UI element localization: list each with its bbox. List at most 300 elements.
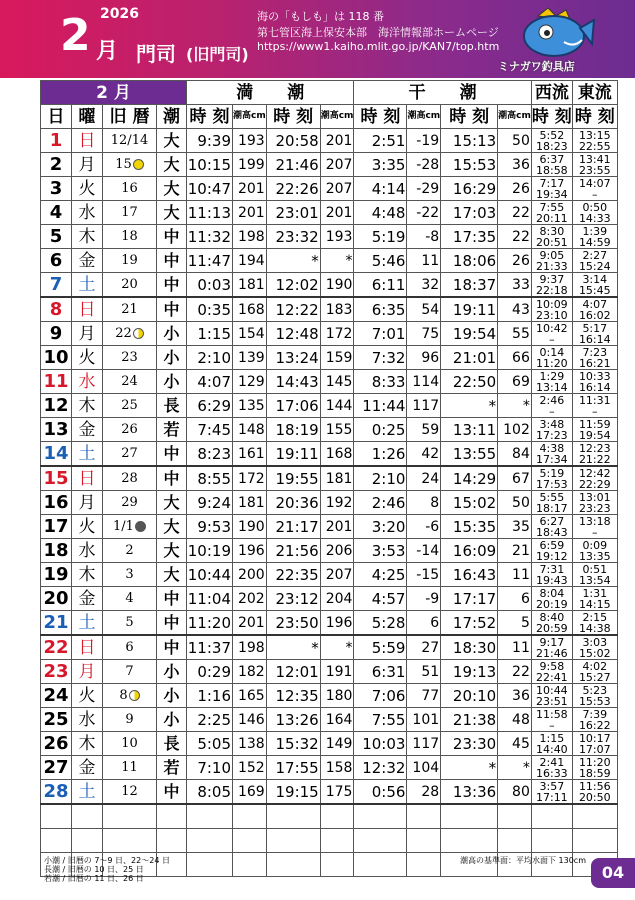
lunar-cell bbox=[103, 249, 157, 273]
lunar-date: 12/14 bbox=[110, 132, 149, 148]
day-cell: 10 bbox=[41, 346, 72, 370]
low-tide-1-time: 6:11 bbox=[354, 273, 407, 298]
low-tide-2-time: 16:09 bbox=[441, 539, 498, 563]
east-current-time-2: 19:54 bbox=[578, 428, 611, 442]
lunar-cell bbox=[103, 201, 157, 225]
tide-type-cell: 中 bbox=[157, 611, 187, 636]
west-current-cell bbox=[531, 177, 572, 201]
high-tide-1-time: 8:23 bbox=[187, 442, 233, 467]
lunar-cell bbox=[103, 708, 157, 732]
east-current-time-1: 14:07 bbox=[578, 176, 611, 190]
lunar-cell bbox=[103, 394, 157, 418]
weekday-cell: 金 bbox=[72, 249, 103, 273]
lunar-cell bbox=[103, 780, 157, 805]
west-current-time-2: 22:41 bbox=[535, 670, 568, 684]
west-current-time-1: 2:41 bbox=[539, 755, 565, 769]
high-tide-2-time: * bbox=[266, 249, 320, 273]
high-tide-1-height: 182 bbox=[233, 660, 267, 684]
west-current-cell bbox=[531, 394, 572, 418]
east-current-cell bbox=[572, 708, 617, 732]
day-cell: 14 bbox=[41, 442, 72, 467]
high-tide-1-height: 161 bbox=[233, 442, 267, 467]
east-current-cell bbox=[572, 684, 617, 708]
east-current-time-2: 15:24 bbox=[578, 259, 611, 273]
tide-type-cell: 中 bbox=[157, 297, 187, 322]
high-tide-2-height: 181 bbox=[320, 466, 354, 491]
east-current-cell bbox=[572, 539, 617, 563]
east-current-time-1: 12:23 bbox=[578, 441, 611, 455]
west-current-time-1: 8:40 bbox=[539, 610, 565, 624]
high-tide-1-height: 198 bbox=[233, 225, 267, 249]
lunar-date: 7 bbox=[125, 663, 134, 679]
high-tide-2-time: 18:19 bbox=[266, 418, 320, 442]
lunar-cell bbox=[103, 442, 157, 467]
east-current-time-1: 0:50 bbox=[582, 200, 608, 214]
high-tide-1-height: 201 bbox=[233, 177, 267, 201]
tide-type-cell: 大 bbox=[157, 201, 187, 225]
high-tide-2-time: 23:12 bbox=[266, 587, 320, 611]
high-tide-2-height: 159 bbox=[320, 346, 354, 370]
high-tide-2-time: 21:17 bbox=[266, 515, 320, 539]
high-tide-2-height: 172 bbox=[320, 322, 354, 346]
table-row bbox=[41, 491, 618, 515]
high-tide-2-time: 12:01 bbox=[266, 660, 320, 684]
low-tide-2-time: 21:01 bbox=[441, 346, 498, 370]
lunar-date: 2 bbox=[125, 542, 134, 558]
east-current-time-2: 23:23 bbox=[578, 501, 611, 515]
low-tide-2-height: 84 bbox=[498, 442, 532, 467]
table-row bbox=[41, 539, 618, 563]
high-tide-1-time: 11:37 bbox=[187, 635, 233, 660]
low-tide-1-time: 11:44 bbox=[354, 394, 407, 418]
east-current-cell bbox=[572, 635, 617, 660]
day-cell: 15 bbox=[41, 466, 72, 491]
col-time: 時 刻 bbox=[572, 105, 617, 129]
low-tide-2-time: 23:30 bbox=[441, 732, 498, 756]
west-current-time-2: 18:17 bbox=[535, 501, 568, 515]
month-label: 2 月 bbox=[41, 81, 187, 105]
high-tide-2-time: 21:56 bbox=[266, 539, 320, 563]
low-tide-2-height: 36 bbox=[498, 153, 532, 177]
tide-type-cell: 大 bbox=[157, 539, 187, 563]
low-tide-1-height: -14 bbox=[407, 539, 441, 563]
weekday-cell: 日 bbox=[72, 297, 103, 322]
high-tide-1-time: 10:47 bbox=[187, 177, 233, 201]
high-tide-2-height: 190 bbox=[320, 273, 354, 298]
tide-type-cell: 中 bbox=[157, 442, 187, 467]
table-row bbox=[41, 201, 618, 225]
west-current-time-1: 11:58 bbox=[535, 707, 568, 721]
lunar-date: 23 bbox=[121, 349, 138, 365]
empty-cell bbox=[157, 804, 187, 829]
lunar-date: 1/1 bbox=[113, 518, 134, 534]
low-tide-1-height: -22 bbox=[407, 201, 441, 225]
low-tide-1-height: -9 bbox=[407, 587, 441, 611]
empty-cell bbox=[233, 829, 267, 853]
high-tide-1-time: 6:29 bbox=[187, 394, 233, 418]
col-day: 日 bbox=[41, 105, 72, 129]
empty-cell bbox=[354, 829, 407, 853]
high-tide-2-height: 196 bbox=[320, 611, 354, 636]
high-tide-2-height: 164 bbox=[320, 708, 354, 732]
west-current-time-2: 21:33 bbox=[535, 259, 568, 273]
lunar-date: 28 bbox=[121, 470, 138, 486]
west-current-cell bbox=[531, 418, 572, 442]
east-current-time-1: 13:15 bbox=[578, 128, 611, 142]
col-height: 潮高cm bbox=[498, 105, 532, 129]
header-row-2 bbox=[41, 105, 618, 129]
high-tide-2-height: 207 bbox=[320, 563, 354, 587]
low-tide-2-time: 13:36 bbox=[441, 780, 498, 805]
west-current-cell bbox=[531, 563, 572, 587]
west-current-time-2: 18:43 bbox=[535, 525, 568, 539]
day-cell: 5 bbox=[41, 225, 72, 249]
table-row bbox=[41, 153, 618, 177]
lunar-date: 20 bbox=[121, 276, 138, 292]
west-current-cell bbox=[531, 708, 572, 732]
tide-table bbox=[40, 80, 618, 877]
west-current-time-2: – bbox=[549, 332, 555, 346]
west-current-time-1: 0:14 bbox=[539, 345, 565, 359]
low-tide-2-time: 17:03 bbox=[441, 201, 498, 225]
day-cell: 20 bbox=[41, 587, 72, 611]
west-current-cell bbox=[531, 515, 572, 539]
low-tide-2-height: 67 bbox=[498, 466, 532, 491]
weekday-cell: 火 bbox=[72, 177, 103, 201]
west-current-time-2: 16:33 bbox=[535, 766, 568, 780]
high-tide-1-time: 11:04 bbox=[187, 587, 233, 611]
east-current-time-1: 7:23 bbox=[582, 345, 608, 359]
east-current-time-2: 16:21 bbox=[578, 356, 611, 370]
low-tide-1-height: 101 bbox=[407, 708, 441, 732]
west-current-cell bbox=[531, 635, 572, 660]
low-tide-1-height: 28 bbox=[407, 780, 441, 805]
lunar-date: 16 bbox=[121, 180, 138, 196]
high-tide-1-height: 199 bbox=[233, 153, 267, 177]
east-current-time-1: 5:17 bbox=[582, 321, 608, 335]
east-current-time-1: 12:42 bbox=[578, 466, 611, 480]
low-tide-1-time: 2:46 bbox=[354, 491, 407, 515]
low-tide-2-time: 17:52 bbox=[441, 611, 498, 636]
table-row bbox=[41, 466, 618, 491]
empty-cell bbox=[320, 829, 354, 853]
col-lunar: 旧 暦 bbox=[103, 105, 157, 129]
east-current-time-2: 16:14 bbox=[578, 380, 611, 394]
east-current-time-1: 13:18 bbox=[578, 514, 611, 528]
empty-cell bbox=[187, 853, 233, 877]
low-tide-2-height: 50 bbox=[498, 491, 532, 515]
low-tide-1-time: 3:53 bbox=[354, 539, 407, 563]
lunar-cell bbox=[103, 466, 157, 491]
col-tide: 潮 bbox=[157, 105, 187, 129]
tide-type-cell: 中 bbox=[157, 635, 187, 660]
empty-cell bbox=[320, 804, 354, 829]
tide-type-cell: 中 bbox=[157, 249, 187, 273]
lunar-date: 27 bbox=[121, 445, 138, 461]
east-current-cell bbox=[572, 153, 617, 177]
lunar-date: 4 bbox=[125, 590, 134, 606]
high-tide-2-height: * bbox=[320, 249, 354, 273]
empty-cell bbox=[233, 804, 267, 829]
high-tide-2-time: 22:26 bbox=[266, 177, 320, 201]
low-tide-2-time: 13:55 bbox=[441, 442, 498, 467]
lunar-date: 26 bbox=[121, 421, 138, 437]
high-tide-2-time: 17:55 bbox=[266, 756, 320, 780]
low-tide-1-time: 1:26 bbox=[354, 442, 407, 467]
east-current-time-2: – bbox=[592, 404, 598, 418]
east-current-cell bbox=[572, 394, 617, 418]
month-number: 2 bbox=[60, 10, 91, 61]
low-tide-1-height: 117 bbox=[407, 394, 441, 418]
high-tide-1-time: 10:15 bbox=[187, 153, 233, 177]
empty-cell bbox=[354, 853, 407, 877]
high-tide-1-time: 10:44 bbox=[187, 563, 233, 587]
lunar-cell bbox=[103, 322, 157, 346]
empty-cell bbox=[498, 804, 532, 829]
west-current-cell bbox=[531, 466, 572, 491]
west-current-time-2: 19:12 bbox=[535, 549, 568, 563]
west-current-time-1: 5:19 bbox=[539, 466, 565, 480]
weekday-cell: 日 bbox=[72, 129, 103, 153]
low-tide-2-height: 102 bbox=[498, 418, 532, 442]
day-cell: 25 bbox=[41, 708, 72, 732]
tide-type-cell: 小 bbox=[157, 322, 187, 346]
west-current-time-2: – bbox=[549, 404, 555, 418]
col-time: 時 刻 bbox=[187, 105, 233, 129]
high-tide-1-time: 2:10 bbox=[187, 346, 233, 370]
weekday-cell: 水 bbox=[72, 201, 103, 225]
high-tide-2-height: 201 bbox=[320, 201, 354, 225]
low-tide-1-height: 42 bbox=[407, 442, 441, 467]
high-tide-1-time: 7:10 bbox=[187, 756, 233, 780]
east-current-time-1: 2:27 bbox=[582, 248, 608, 262]
tide-type-cell: 大 bbox=[157, 177, 187, 201]
west-current-cell bbox=[531, 756, 572, 780]
empty-cell bbox=[157, 829, 187, 853]
low-tide-1-time: 4:25 bbox=[354, 563, 407, 587]
weekday-cell: 土 bbox=[72, 780, 103, 805]
tide-type-cell: 小 bbox=[157, 370, 187, 394]
low-tide-2-height: 50 bbox=[498, 129, 532, 153]
low-tide-2-time: 15:13 bbox=[441, 129, 498, 153]
high-tide-2-height: 168 bbox=[320, 442, 354, 467]
high-tide-1-height: 172 bbox=[233, 466, 267, 491]
lunar-cell bbox=[103, 491, 157, 515]
east-current-cell bbox=[572, 273, 617, 298]
low-tide-2-height: 33 bbox=[498, 273, 532, 298]
low-tide-1-height: -29 bbox=[407, 177, 441, 201]
east-current-cell bbox=[572, 660, 617, 684]
east-current-cell bbox=[572, 563, 617, 587]
west-current-time-1: 5:55 bbox=[539, 490, 565, 504]
day-cell: 22 bbox=[41, 635, 72, 660]
low-tide-2-time: 18:37 bbox=[441, 273, 498, 298]
low-tide-2-time: 18:06 bbox=[441, 249, 498, 273]
east-current-cell bbox=[572, 611, 617, 636]
west-current-cell bbox=[531, 297, 572, 322]
high-tide-2-height: 145 bbox=[320, 370, 354, 394]
lunar-cell bbox=[103, 611, 157, 636]
high-tide-1-height: 200 bbox=[233, 563, 267, 587]
high-tide-1-time: 4:07 bbox=[187, 370, 233, 394]
weekday-cell: 火 bbox=[72, 684, 103, 708]
west-current-time-1: 9:58 bbox=[539, 659, 565, 673]
empty-cell bbox=[72, 829, 103, 853]
empty-cell bbox=[407, 804, 441, 829]
east-current-time-2: 14:15 bbox=[578, 597, 611, 611]
low-tide-2-time: * bbox=[441, 756, 498, 780]
east-current-cell bbox=[572, 177, 617, 201]
lunar-cell bbox=[103, 684, 157, 708]
high-tide-2-time: 12:48 bbox=[266, 322, 320, 346]
table-row bbox=[41, 515, 618, 539]
high-tide-2-time: 23:50 bbox=[266, 611, 320, 636]
west-current-time-2: 11:20 bbox=[535, 356, 568, 370]
low-tide-2-height: 6 bbox=[498, 587, 532, 611]
day-cell: 19 bbox=[41, 563, 72, 587]
west-current-time-1: 6:27 bbox=[539, 514, 565, 528]
table-row bbox=[41, 394, 618, 418]
east-current-time-1: 13:41 bbox=[578, 152, 611, 166]
weekday-cell: 土 bbox=[72, 611, 103, 636]
col-time: 時 刻 bbox=[266, 105, 320, 129]
east-current-time-2: 16:22 bbox=[578, 718, 611, 732]
high-tide-2-time: 20:36 bbox=[266, 491, 320, 515]
low-tide-2-height: 66 bbox=[498, 346, 532, 370]
low-tide-1-height: 27 bbox=[407, 635, 441, 660]
low-tide-1-time: 6:31 bbox=[354, 660, 407, 684]
tide-type-cell: 中 bbox=[157, 780, 187, 805]
low-tide-1-time: 6:35 bbox=[354, 297, 407, 322]
west-current-cell bbox=[531, 660, 572, 684]
lunar-cell bbox=[103, 418, 157, 442]
low-tide-1-height: 24 bbox=[407, 466, 441, 491]
tide-type-cell: 中 bbox=[157, 273, 187, 298]
weekday-cell: 土 bbox=[72, 273, 103, 298]
west-current-time-1: 4:38 bbox=[539, 441, 565, 455]
low-tide-1-height: 59 bbox=[407, 418, 441, 442]
tide-type-cell: 大 bbox=[157, 153, 187, 177]
tide-type-cell: 若 bbox=[157, 756, 187, 780]
low-tide-1-time: 0:56 bbox=[354, 780, 407, 805]
day-cell: 9 bbox=[41, 322, 72, 346]
low-tide-1-time: 5:19 bbox=[354, 225, 407, 249]
weekday-cell: 月 bbox=[72, 660, 103, 684]
lunar-date: 21 bbox=[121, 301, 138, 317]
empty-cell bbox=[320, 853, 354, 877]
weekday-cell: 金 bbox=[72, 418, 103, 442]
year: 2026 bbox=[100, 6, 139, 22]
lunar-date: 22 bbox=[115, 325, 132, 341]
east-current-time-2: 23:55 bbox=[578, 163, 611, 177]
high-tide-1-time: 11:13 bbox=[187, 201, 233, 225]
high-tide-2-height: 158 bbox=[320, 756, 354, 780]
low-tide-1-time: 5:28 bbox=[354, 611, 407, 636]
high-tide-1-time: 9:24 bbox=[187, 491, 233, 515]
table-row bbox=[41, 660, 618, 684]
weekday-cell: 日 bbox=[72, 635, 103, 660]
west-current-cell bbox=[531, 491, 572, 515]
empty-cell bbox=[103, 804, 157, 829]
day-cell: 17 bbox=[41, 515, 72, 539]
lunar-cell bbox=[103, 346, 157, 370]
day-cell: 12 bbox=[41, 394, 72, 418]
weekday-cell: 金 bbox=[72, 756, 103, 780]
east-current-cell bbox=[572, 515, 617, 539]
day-cell: 1 bbox=[41, 129, 72, 153]
high-tide-2-time: 12:35 bbox=[266, 684, 320, 708]
empty-row bbox=[41, 804, 618, 829]
table-row bbox=[41, 418, 618, 442]
lunar-cell bbox=[103, 660, 157, 684]
high-tide-2-time: 17:06 bbox=[266, 394, 320, 418]
east-current-time-2: 15:02 bbox=[578, 646, 611, 660]
east-current-time-1: 11:20 bbox=[578, 755, 611, 769]
high-tide-2-height: 180 bbox=[320, 684, 354, 708]
west-current-time-1: 1:15 bbox=[539, 731, 565, 745]
weekday-cell: 水 bbox=[72, 539, 103, 563]
tide-type-cell: 小 bbox=[157, 708, 187, 732]
west-current-time-2: 19:43 bbox=[535, 573, 568, 587]
table-row bbox=[41, 177, 618, 201]
note-koshio: 小潮 / 旧暦の 7～9 日、22～24 日 bbox=[44, 856, 170, 865]
west-current-time-2: 20:19 bbox=[535, 597, 568, 611]
table-row bbox=[41, 129, 618, 153]
place-old-name: (旧門司) bbox=[186, 45, 249, 64]
table-row bbox=[41, 297, 618, 322]
west-current-time-1: 7:17 bbox=[539, 176, 565, 190]
west-current-time-1: 10:44 bbox=[535, 683, 568, 697]
low-tide-1-height: 114 bbox=[407, 370, 441, 394]
weekday-cell: 水 bbox=[72, 708, 103, 732]
high-tide-2-time: 19:11 bbox=[266, 442, 320, 467]
west-current-time-1: 1:29 bbox=[539, 369, 565, 383]
low-tide-1-time: 3:35 bbox=[354, 153, 407, 177]
east-current-time-2: 14:38 bbox=[578, 621, 611, 635]
low-tide-2-height: 26 bbox=[498, 249, 532, 273]
table-row bbox=[41, 225, 618, 249]
high-tide-2-height: 207 bbox=[320, 153, 354, 177]
weekday-cell: 木 bbox=[72, 732, 103, 756]
west-current-time-1: 9:17 bbox=[539, 635, 565, 649]
empty-cell bbox=[531, 804, 572, 829]
high-tide-1-time: 1:16 bbox=[187, 684, 233, 708]
weekday-cell: 土 bbox=[72, 442, 103, 467]
west-current-time-1: 3:48 bbox=[539, 417, 565, 431]
weekday-cell: 火 bbox=[72, 346, 103, 370]
low-tide-1-time: 4:57 bbox=[354, 587, 407, 611]
lunar-cell bbox=[103, 177, 157, 201]
day-cell: 24 bbox=[41, 684, 72, 708]
table-row bbox=[41, 322, 618, 346]
lunar-cell bbox=[103, 539, 157, 563]
low-tide-2-height: 22 bbox=[498, 660, 532, 684]
table-row bbox=[41, 346, 618, 370]
high-tide-1-time: 2:25 bbox=[187, 708, 233, 732]
high-tide-1-height: 202 bbox=[233, 587, 267, 611]
emergency-info: 海の「もしも」は 118 番 bbox=[257, 10, 384, 23]
table-row bbox=[41, 732, 618, 756]
moon-phase-new-icon bbox=[135, 521, 146, 532]
east-current-time-2: 20:50 bbox=[578, 790, 611, 804]
high-tide-2-height: 144 bbox=[320, 394, 354, 418]
table-row bbox=[41, 587, 618, 611]
low-tide-2-time: 17:17 bbox=[441, 587, 498, 611]
low-tide-1-time: 4:48 bbox=[354, 201, 407, 225]
west-current-time-1: 7:55 bbox=[539, 200, 565, 214]
day-cell: 28 bbox=[41, 780, 72, 805]
high-tide-1-time: 10:19 bbox=[187, 539, 233, 563]
